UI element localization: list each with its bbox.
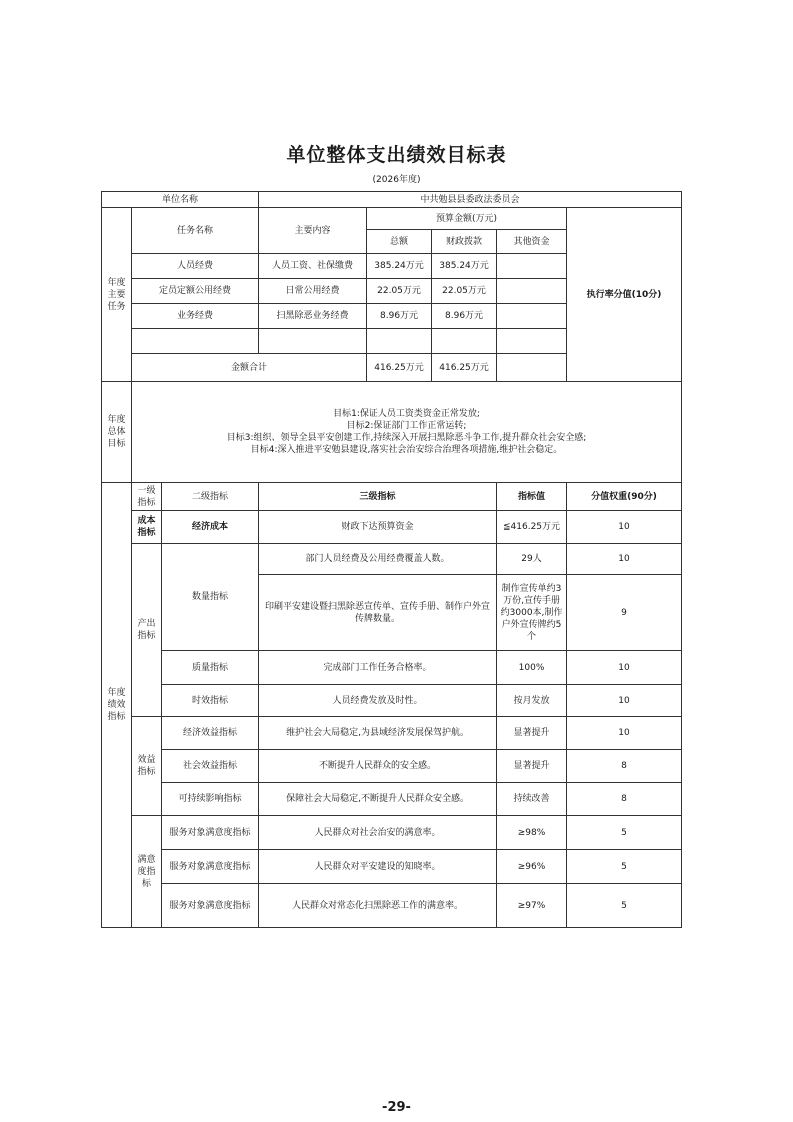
goals-row [102, 382, 682, 483]
indicator-weight: 10 [567, 544, 682, 575]
task-name: 人员经费 [132, 254, 259, 279]
table-row [102, 816, 682, 850]
task-total: 385.24万元 [367, 254, 432, 279]
indicator-level2: 服务对象满意度指标 [162, 850, 259, 884]
budget-col-header: 预算金额(万元) [367, 208, 567, 230]
cost-weight: 10 [567, 511, 682, 544]
goal-item: 目标4:深入推进平安勉县建设,落实社会治安综合治理各项措施,维护社会稳定。 [250, 445, 563, 455]
goal-item: 目标1:保证人员工资类资金正常发放; [333, 409, 480, 419]
task-content: 扫黑除恶业务经费 [259, 304, 367, 329]
table-row [102, 544, 682, 575]
output-level1: 产出指标 [132, 544, 162, 717]
sum-fiscal: 416.25万元 [432, 354, 497, 382]
task-fiscal [432, 329, 497, 354]
timeliness-level2: 时效指标 [162, 685, 259, 717]
indicator-value: 100% [497, 651, 567, 685]
satisfaction-level1: 满意度指标 [132, 816, 162, 928]
indicator-level3: 完成部门工作任务合格率。 [259, 651, 497, 685]
task-other [497, 329, 567, 354]
year-label: (2026年度) [372, 175, 421, 185]
task-name: 业务经费 [132, 304, 259, 329]
indicator-weight: 10 [567, 717, 682, 750]
task-content: 日常公用经费 [259, 279, 367, 304]
indicator-value: 持续改善 [497, 783, 567, 816]
indicator-level2: 服务对象满意度指标 [162, 816, 259, 850]
task-fiscal: 8.96万元 [432, 304, 497, 329]
goal-item: 目标2:保证部门工作正常运转; [346, 421, 467, 431]
task-other [497, 304, 567, 329]
indicator-level3: 人民群众对平安建设的知晓率。 [259, 850, 497, 884]
page-number: -29- [382, 1100, 411, 1115]
task-total: 8.96万元 [367, 304, 432, 329]
table-row [102, 850, 682, 884]
level1-col-header: 一级指标 [132, 483, 162, 511]
indicator-weight: 5 [567, 884, 682, 928]
task-name [132, 329, 259, 354]
sum-other [497, 354, 567, 382]
table-row [102, 685, 682, 717]
indicator-level3: 人员经费发放及时性。 [259, 685, 497, 717]
indicator-side-label: 年度绩效指标 [102, 483, 132, 928]
indicator-weight: 9 [567, 575, 682, 651]
table-row [102, 783, 682, 816]
indicator-value: ≥98% [497, 816, 567, 850]
sum-label: 金额合计 [132, 354, 367, 382]
indicator-level3: 人民群众对社会治安的满意率。 [259, 816, 497, 850]
task-total: 22.05万元 [367, 279, 432, 304]
table-row [102, 651, 682, 685]
table-row [102, 884, 682, 928]
content-col-header: 主要内容 [259, 208, 367, 254]
indicator-level3: 人民群众对常态化扫黑除恶工作的满意率。 [259, 884, 497, 928]
cost-level3: 财政下达预算资金 [259, 511, 497, 544]
indicator-level2: 可持续影响指标 [162, 783, 259, 816]
indicator-level3: 维护社会大局稳定,为县域经济发展保驾护航。 [259, 717, 497, 750]
fiscal-col-header: 财政拨款 [432, 230, 497, 254]
table-row [102, 717, 682, 750]
cost-level2: 经济成本 [162, 511, 259, 544]
exec-rate-label: 执行率分值(10分) [567, 208, 682, 382]
task-name: 定员定额公用经费 [132, 279, 259, 304]
indicator-level3: 部门人员经费及公用经费覆盖人数。 [259, 544, 497, 575]
quality-level2: 质量指标 [162, 651, 259, 685]
indicator-weight: 5 [567, 816, 682, 850]
indicator-value: 按月发放 [497, 685, 567, 717]
cost-level1: 成本指标 [132, 511, 162, 544]
other-col-header: 其他资金 [497, 230, 567, 254]
goal-item: 目标3:组织、领导全县平安创建工作,持续深入开展扫黑除恶斗争工作,提升群众社会安全感; [226, 433, 587, 443]
indicator-value: 显著提升 [497, 750, 567, 783]
indicator-level2: 社会效益指标 [162, 750, 259, 783]
task-fiscal: 385.24万元 [432, 254, 497, 279]
indicator-weight: 5 [567, 850, 682, 884]
indicator-level3: 印刷平安建设暨扫黑除恶宣传单、宣传手册、制作户外宣传牌数量。 [259, 575, 497, 651]
goal-list [132, 382, 682, 483]
total-col-header: 总额 [367, 230, 432, 254]
indicator-weight: 10 [567, 651, 682, 685]
task-side-label: 年度主要任务 [102, 208, 132, 382]
indicator-value: ≥96% [497, 850, 567, 884]
weight-col-header: 分值权重(90分) [567, 483, 682, 511]
indicator-weight: 8 [567, 783, 682, 816]
indicator-value: 显著提升 [497, 717, 567, 750]
cost-value: ≦416.25万元 [497, 511, 567, 544]
quantity-level2: 数量指标 [162, 544, 259, 651]
indicator-value: 29人 [497, 544, 567, 575]
unit-row [102, 192, 682, 208]
task-other [497, 279, 567, 304]
sum-total: 416.25万元 [367, 354, 432, 382]
task-content [259, 329, 367, 354]
task-col-header: 任务名称 [132, 208, 259, 254]
page-title: 单位整体支出绩效目标表 [286, 144, 507, 166]
goal-side-label: 年度总体目标 [102, 382, 132, 483]
indicator-level3: 不断提升人民群众的安全感。 [259, 750, 497, 783]
indicator-level2: 经济效益指标 [162, 717, 259, 750]
indicator-weight: 10 [567, 685, 682, 717]
indicator-weight: 8 [567, 750, 682, 783]
unit-value: 中共勉县县委政法委员会 [259, 192, 682, 208]
indicator-value: 制作宣传单约3万份,宣传手册约3000本,制作户外宣传牌约5个 [497, 575, 567, 651]
unit-label: 单位名称 [102, 192, 259, 208]
indicator-level3: 保障社会大局稳定,不断提升人民群众安全感。 [259, 783, 497, 816]
indicator-value: ≥97% [497, 884, 567, 928]
benefit-level1: 效益指标 [132, 717, 162, 816]
task-header-row [102, 208, 682, 230]
table-row [102, 750, 682, 783]
value-col-header: 指标值 [497, 483, 567, 511]
task-content: 人员工资、社保缴费 [259, 254, 367, 279]
indicator-level2: 服务对象满意度指标 [162, 884, 259, 928]
task-total [367, 329, 432, 354]
performance-table [101, 191, 682, 928]
level2-col-header: 二级指标 [162, 483, 259, 511]
task-other [497, 254, 567, 279]
level3-col-header: 三级指标 [259, 483, 497, 511]
indicator-header-row [102, 483, 682, 511]
task-fiscal: 22.05万元 [432, 279, 497, 304]
table-row [102, 511, 682, 544]
